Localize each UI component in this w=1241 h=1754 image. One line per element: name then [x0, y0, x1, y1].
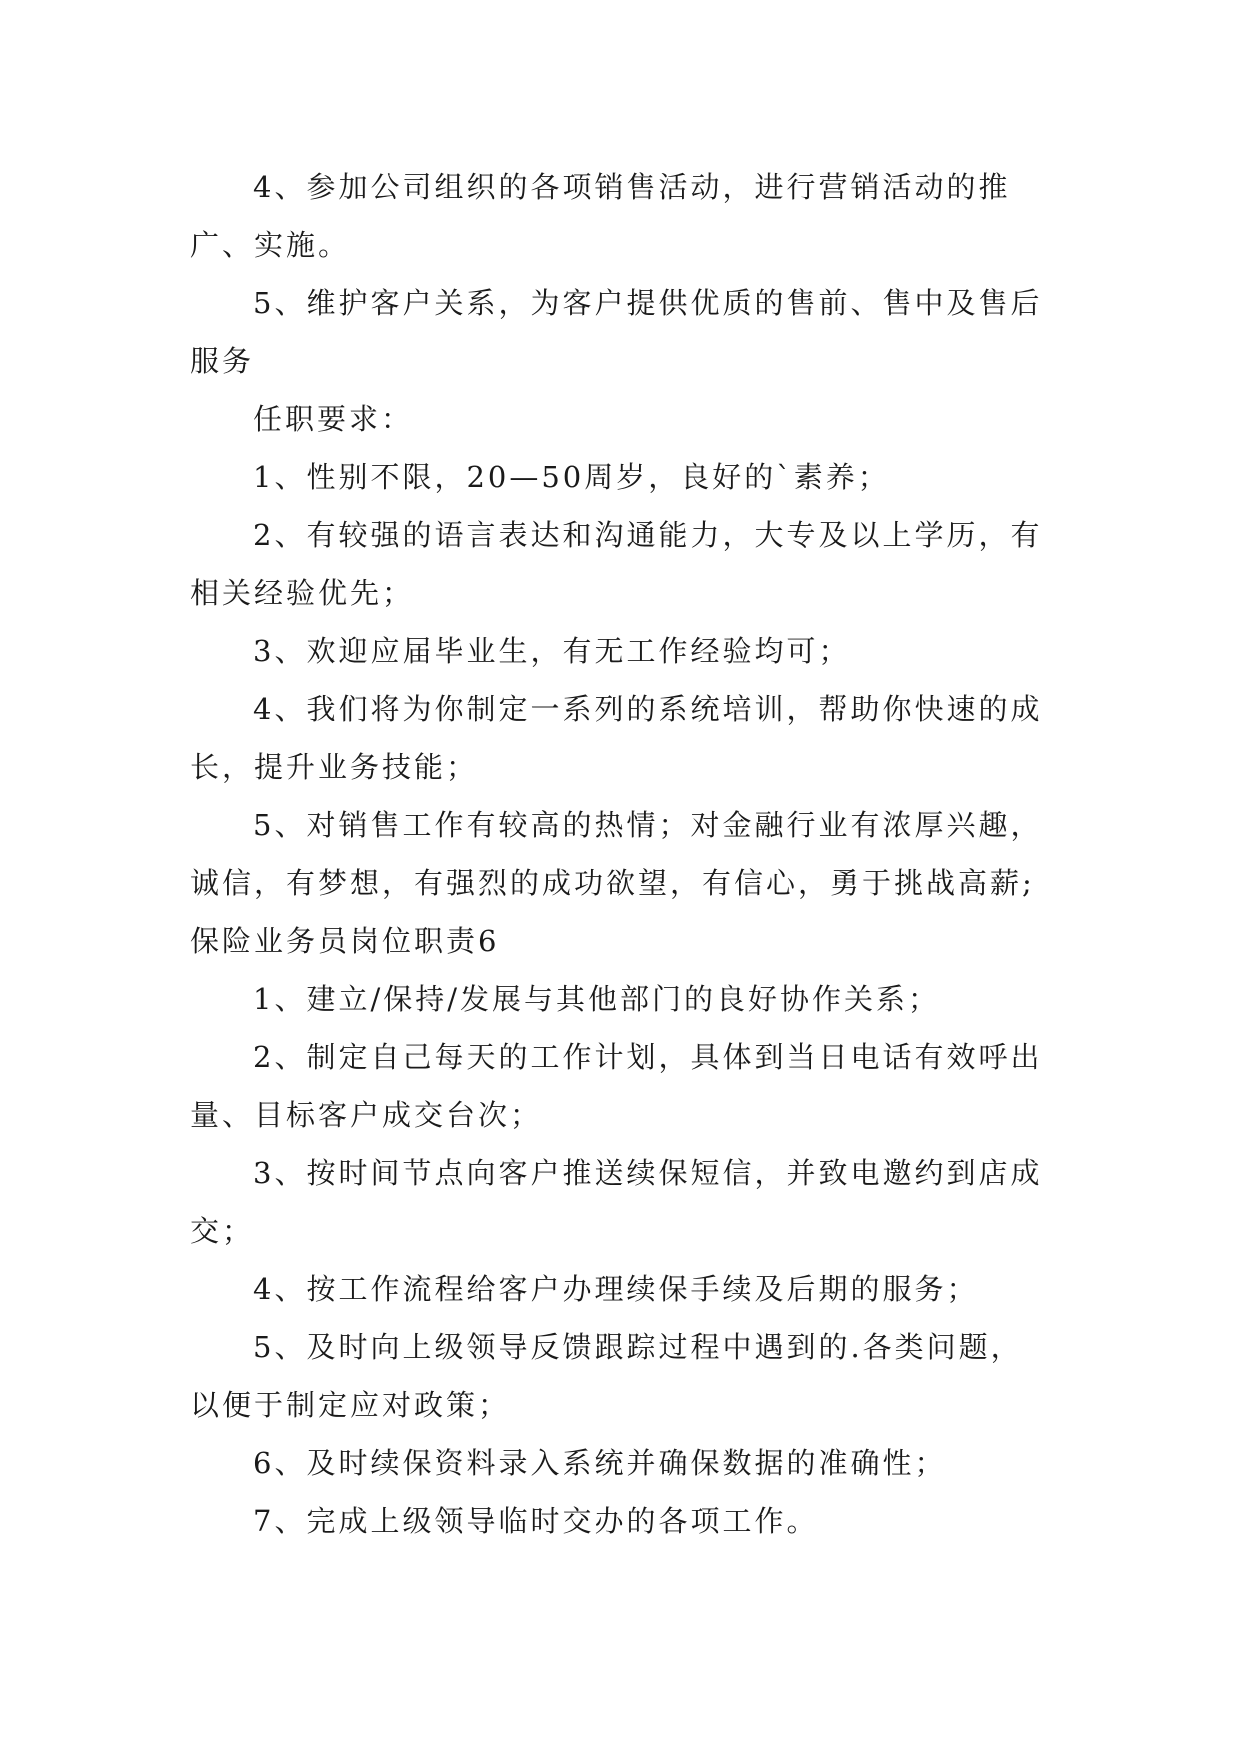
requirement-item-4: 4、我们将为你制定一系列的系统培训，帮助你快速的成长，提升业务技能；	[190, 692, 1043, 784]
document-body	[190, 158, 1050, 1550]
duty-item-7: 7、完成上级领导临时交办的各项工作。	[253, 1504, 819, 1538]
requirement-item-5: 5、对销售工作有较高的热情；对金融行业有浓厚兴趣，诚信，有梦想，有强烈的成功欲望，有信心，勇于挑战高薪;	[190, 808, 1043, 900]
duty-item-4: 4、按工作流程给客户办理续保手续及后期的服务；	[253, 1272, 979, 1306]
duty-item-2: 2、制定自己每天的工作计划，具体到当日电话有效呼出量、目标客户成交台次；	[190, 1040, 1043, 1132]
requirements-heading: 任职要求：	[253, 402, 414, 436]
paragraph-sales-activities: 4、参加公司组织的各项销售活动，进行营销活动的推广、实施。	[190, 170, 1011, 262]
paragraph-customer-relations: 5、维护客户关系，为客户提供优质的售前、售中及售后服务	[190, 286, 1043, 378]
duty-item-5: 5、及时向上级领导反馈跟踪过程中遇到的.各类问题，以便于制定应对政策；	[190, 1330, 1023, 1422]
requirement-item-2: 2、有较强的语言表达和沟通能力，大专及以上学历，有相关经验优先；	[190, 518, 1043, 610]
requirement-item-3: 3、欢迎应届毕业生，有无工作经验均可；	[253, 634, 851, 668]
duty-item-3: 3、按时间节点向客户推送续保短信，并致电邀约到店成交；	[190, 1156, 1043, 1248]
requirement-item-1: 1、性别不限，20—50周岁，良好的`素养；	[253, 460, 890, 494]
section-title: 保险业务员岗位职责6	[190, 924, 500, 958]
duty-item-1: 1、建立/保持/发展与其他部门的良好协作关系；	[253, 982, 940, 1016]
duty-item-6: 6、及时续保资料录入系统并确保数据的准确性；	[253, 1446, 947, 1480]
